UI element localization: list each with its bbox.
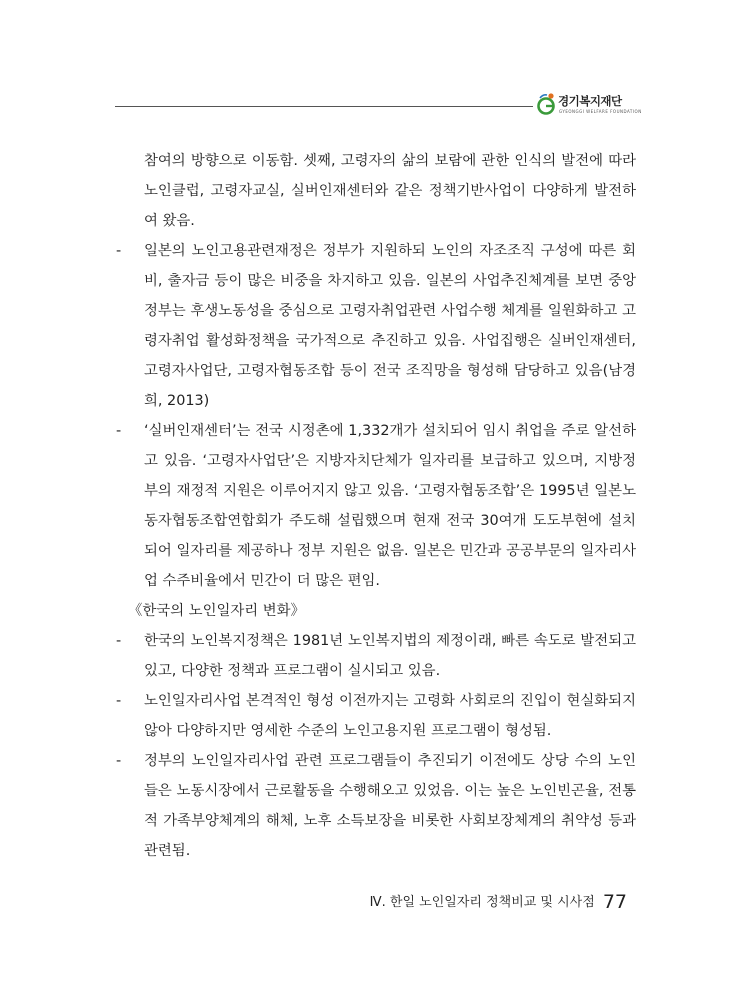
continuation-paragraph: 참여의 방향으로 이동함. 셋째, 고령자의 삶의 보람에 관한 인식의 발전에 따라 노인클럽, 고령자교실, 실버인재센터와 같은 정책기반사업이 다양하게 발전하여 왔음. [144,153,636,229]
logo-text: 경기복지재단 [558,94,622,108]
bullet-item [116,416,636,596]
page-number: 77 [602,891,627,913]
page-footer [370,891,627,913]
bullet-marker: - [116,693,122,709]
bullet-item [116,626,636,686]
bullet-text: ‘실버인재센터’는 전국 시정촌에 1,332개가 설치되어 임시 취업을 주로 알선하고 있음. ‘고령자사업단’은 지방자치단체가 일자리를 보급하고 있으며, 지방정부의 재정적 지원은 이루어지지 않고 있음. ‘고령자협동조합’은 1995년 일본노동자협동조합연합회가 주도해 설립했으며 현재 전국 30여개 도도부현에 설치되어 일자리를 제공하나 정부 지원은 없음. 일본은 민간과 공공부문의 일자리사업 수주비율에서 민간이 더 많은 편임. [144,423,636,589]
bullet-text: 한국의 노인복지정책은 1981년 노인복지법의 제정이래, 빠른 속도로 발전되고 있고, 다양한 정책과 프로그램이 실시되고 있음. [144,633,636,679]
bullet-marker: - [116,753,122,769]
chapter-title: Ⅳ. 한일 노인일자리 정책비교 및 시사점 [369,895,595,910]
bullet-text: 일본의 노인고용관련재정은 정부가 지원하되 노인의 자조조직 구성에 따른 회비, 출자금 등이 많은 비중을 차지하고 있음. 일본의 사업추진체계를 보면 중앙정부는 후생노동성을 중심으로 고령자취업관련 사업수행 체계를 일원화하고 고령자취업 활성화정책을 국가적으로 추진하고 있음. 사업집행은 실버인재센터, 고령자사업단, 고령자협동조합 등이 전국 조직망을 형성해 담당하고 있음(남경희, 2013) [144,243,636,409]
bullet-marker: - [116,243,122,259]
header-rule [115,106,533,107]
foundation-logo-icon [536,92,558,116]
bullet-text: 정부의 노인일자리사업 관련 프로그램들이 추진되기 이전에도 상당 수의 노인들은 노동시장에서 근로활동을 수행해오고 있었음. 이는 높은 노인빈곤율, 전통적 가족부양체계의 해체, 노후 소득보장을 비롯한 사회보장체계의 취약성 등과 관련됨. [144,753,636,859]
bullet-item [116,236,636,416]
bullet-item [116,686,636,746]
bullet-item [116,746,636,866]
section-title: 《한국의 노인일자리 변화》 [128,603,305,619]
bullet-text: 노인일자리사업 본격적인 형성 이전까지는 고령화 사회로의 진입이 현실화되지 않아 다양하지만 영세한 수준의 노인고용지원 프로그램이 형성됨. [144,693,636,739]
body-text [116,146,636,866]
bullet-marker: - [116,633,122,649]
logo-subtext: GYEONGGI WELFARE FOUNDATION [559,109,642,114]
bullet-marker: - [116,423,122,439]
foundation-logo [536,92,646,122]
